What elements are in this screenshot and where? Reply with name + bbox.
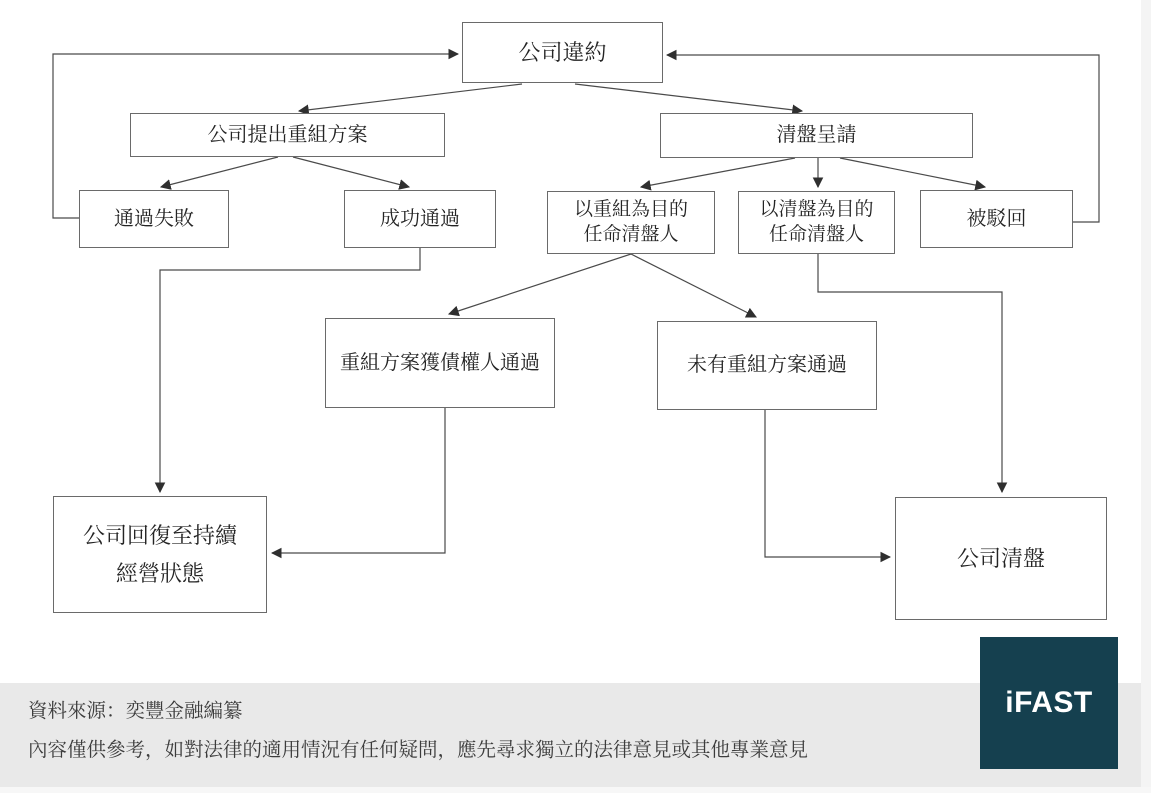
edge-restructuring-proposal-to-vote-failed	[161, 157, 278, 187]
source-note: 資料來源：奕豐金融編纂	[28, 700, 243, 722]
node-label: 公司清盤	[956, 545, 1045, 571]
node-label: 清盤呈請	[776, 124, 857, 146]
node-label: 以清盤為目的	[759, 199, 874, 221]
edge-plan-approved-to-going-concern	[272, 408, 445, 553]
node-petition-dismissed	[920, 190, 1073, 248]
edge-petition-to-liquidator-restructuring	[641, 158, 795, 187]
edge-liquidator-restructuring-to-no-plan	[631, 254, 756, 317]
node-winding-up-petition	[660, 113, 973, 158]
node-back-to-going-concern	[53, 496, 267, 613]
node-label: 未有重組方案通過	[687, 354, 847, 376]
disclaimer-note: 內容僅供參考，如對法律的適用情況有任何疑問，應先尋求獨立的法律意見或其他專業意見	[28, 739, 809, 761]
node-company-liquidation	[895, 497, 1107, 620]
node-label: 任命清盤人	[583, 224, 679, 246]
node-label: 公司提出重組方案	[207, 123, 368, 146]
node-label: 公司回復至持續	[82, 522, 237, 548]
page-edge-bottom	[0, 787, 1151, 793]
edge-liquidator-restructuring-to-plan-approved	[449, 254, 631, 314]
node-label: 任命清盤人	[768, 224, 864, 246]
node-label: 通過失敗	[114, 207, 194, 230]
edge-restructuring-proposal-to-vote-passed	[293, 157, 409, 187]
node-label: 經營狀態	[115, 560, 204, 586]
ifast-logo-text: iFAST	[1005, 686, 1093, 719]
page-edge-right	[1141, 0, 1151, 793]
edge-default-to-restructuring-proposal	[299, 84, 522, 111]
node-vote-passed	[344, 190, 496, 248]
ifast-logo	[980, 637, 1118, 769]
node-no-plan-approved	[657, 321, 877, 410]
node-label: 公司違約	[518, 39, 607, 65]
node-vote-failed	[79, 190, 229, 248]
node-label: 成功通過	[380, 207, 460, 230]
node-label: 被駁回	[966, 207, 1027, 230]
node-plan-approved-by-creditors	[325, 318, 555, 408]
node-liquidator-for-liquidation	[738, 191, 895, 254]
node-label: 以重組為目的	[573, 199, 688, 221]
edge-petition-to-dismissed	[840, 158, 985, 187]
node-label: 重組方案獲債權人通過	[340, 351, 540, 374]
edge-default-to-winding-up-petition	[575, 84, 802, 111]
edge-no-plan-to-liquidation	[765, 410, 890, 557]
node-liquidator-for-restructuring	[547, 191, 715, 254]
node-restructuring-proposal	[130, 113, 445, 157]
node-company-default	[462, 22, 663, 83]
